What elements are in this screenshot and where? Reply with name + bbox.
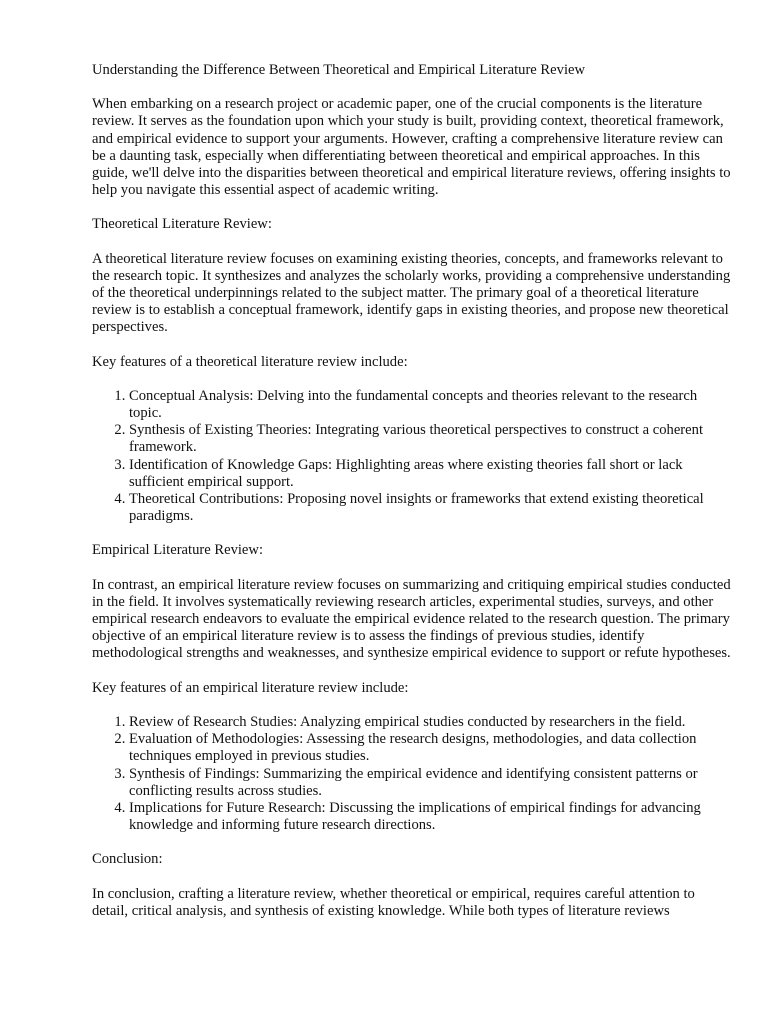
list-item: 2. Synthesis of Existing Theories: Integrating various theoretical perspectives to construct a coherent framework. — [129, 422, 732, 456]
empirical-features-list — [92, 714, 732, 834]
list-item: 1. Review of Research Studies: Analyzing empirical studies conducted by researchers in the field. — [129, 714, 732, 731]
conclusion-heading: Conclusion: — [92, 851, 163, 868]
list-item: 4. Theoretical Contributions: Proposing novel insights or frameworks that extend existing theoretical paradigms. — [129, 491, 732, 525]
list-item: 1. Conceptual Analysis: Delving into the fundamental concepts and theories relevant to the research topic. — [129, 388, 732, 422]
list-item: 3. Synthesis of Findings: Summarizing the empirical evidence and identifying consistent patterns or conflicting results across studies. — [129, 766, 732, 800]
theoretical-body: A theoretical literature review focuses on examining existing theories, concepts, and frameworks relevant to the research topic. It synthesizes and analyzes the scholarly works, providing a comprehensive understanding of the theoretical underpinnings related to the subject matter. The primary goal of a theoretical literature review is to establish a conceptual framework, identify gaps in existing theories, and propose new theoretical perspectives. — [92, 250, 731, 336]
empirical-body: In contrast, an empirical literature review focuses on summarizing and critiquing empirical studies conducted in the field. It involves systematically reviewing research articles, experimental studies, surveys, and other empirical research endeavors to evaluate the empirical evidence related to the research question. The primary objective of an empirical literature review is to assess the findings of previous studies, identify methodological strengths and weaknesses, and synthesize empirical evidence to support or refute hypotheses. — [92, 576, 731, 662]
document-content — [92, 62, 732, 937]
document-title: Understanding the Difference Between Theoretical and Empirical Literature Review — [92, 62, 586, 78]
theoretical-features-list — [92, 388, 732, 526]
conclusion-body: In conclusion, crafting a literature review, whether theoretical or empirical, requires careful attention to detail, critical analysis, and synthesis of existing knowledge. While both types of literature reviews — [92, 885, 695, 919]
list-item: 4. Implications for Future Research: Discussing the implications of empirical findings for advancing knowledge and informing future research directions. — [129, 800, 732, 834]
theoretical-features-intro: Key features of a theoretical literature review include: — [92, 353, 408, 370]
list-item: 3. Identification of Knowledge Gaps: Highlighting areas where existing theories fall short or lack sufficient empirical support. — [129, 457, 732, 491]
empirical-features-intro: Key features of an empirical literature review include: — [92, 679, 409, 696]
list-item: 2. Evaluation of Methodologies: Assessing the research designs, methodologies, and data collection techniques employed in previous studies. — [129, 731, 732, 765]
empirical-heading: Empirical Literature Review: — [92, 542, 263, 559]
intro-paragraph: When embarking on a research project or academic paper, one of the crucial components is the literature review. It serves as the foundation upon which your study is built, providing context, theoretical framework, and empirical evidence to support your arguments. However, crafting a comprehensive literature review can be a daunting task, especially when differentiating between theoretical and empirical approaches. In this guide, we'll delve into the disparities between theoretical and empirical literature reviews, offering insights to help you navigate this essential aspect of academic writing. — [92, 96, 731, 199]
theoretical-heading: Theoretical Literature Review: — [92, 216, 272, 233]
